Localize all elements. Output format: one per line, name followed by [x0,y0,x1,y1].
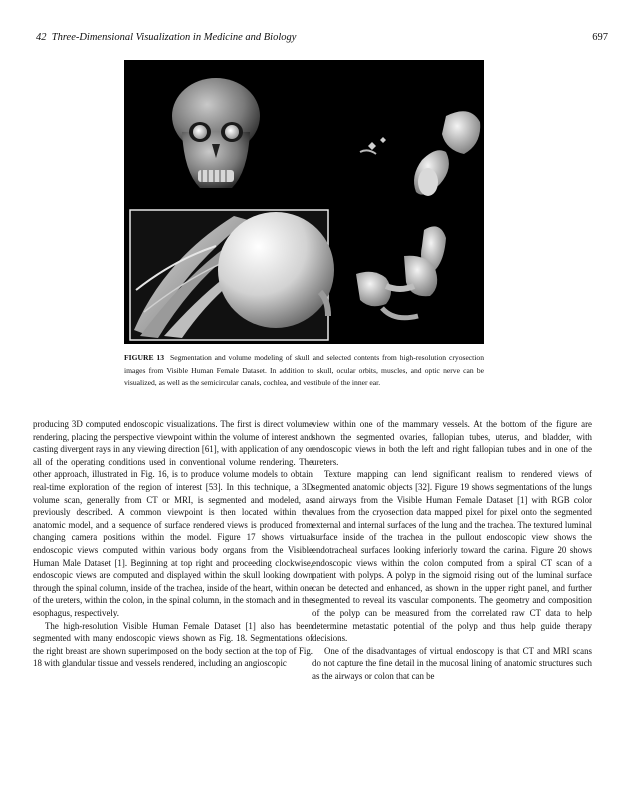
chapter-title: Three-Dimensional Visualization in Medicine and Biology [51,32,297,43]
figure-label: FIGURE 13 [124,353,165,362]
page-number-right: 697 [592,32,608,43]
eyeball-inset [130,210,334,340]
figure-caption [124,352,484,390]
paragraph: The high-resolution Visible Human Female Dataset [1] also has been segmented with many endoscopic views shown as Fig. 18. Segmentations of the right breast are shown superimposed on the body section at the top of Fig. 18 with glandular tissue and vessels rendered, including an angioscopic [33,620,313,669]
body-column-left [33,418,313,670]
paragraph: producing 3D computed endoscopic visualizations. The first is direct volume rendering, placing the perspective viewpoint within the volume of interest and casting divergent rays in any viewing direction [61], with application of any or all of the operating conditions used in conventional volume rendering. The other approach, illustrated in Fig. 16, is to produce volume models to obtain real-time exploration of the region of interest [53]. In this technique, a 3D volume scan, generally from CT or MRI, is segmented and modeled, as previously described. A common viewpoint is then located within the anatomic model, and a sequence of surface rendered views is produced from changing camera positions within the model. Figure 17 shows virtual endoscopic views computed within various body organs from the Visible Human Male Dataset [1]. Beginning at top right and proceeding clockwise, endoscopic views are computed and displayed within the skull looking down through the spinal column, inside of the trachea, inside of the heart, within one of the ureters, within the colon, in the spinal column, in the stomach and in the esophagus, respectively. [33,419,313,618]
running-head-left [36,32,296,43]
figure-caption-text: Segmentation and volume modeling of skull and selected contents from high-resolution cryosection images from Visible Human Female Dataset. In addition to skull, ocular orbits, muscles, and optic nerve can be visualized, as well as the semicircular canals, cochlea, and vestibule of the inner ear. [124,353,484,387]
running-head [36,32,608,48]
paragraph: view within one of the mammary vessels. At the bottom of the figure are shown the segmented ovaries, fallopian tubes, uterus, and bladder, with endoscopic views in both the left and right fallopian tubes and in one of the ureters. [312,419,592,467]
body-column-right [312,418,592,682]
skull-model [172,78,260,188]
page-number-left: 42 [36,32,47,43]
figure-illustration [124,60,484,344]
figure-image [124,60,484,344]
paragraph: One of the disadvantages of virtual endoscopy is that CT and MRI scans do not capture the fine detail in the mucosal lining of anatomic structures such as the airways or colon that can be [312,645,592,681]
inner-ear-model [356,111,480,318]
paragraph: Texture mapping can lend significant realism to rendered views of segmented anatomic objects [32]. Figure 19 shows segmentations of the lungs and airways from the Visible Human Female Dataset [1] with RGB color values from the cryosection data mapped pixel for pixel onto the segmented external and internal surfaces of the lung and the trachea. The textured luminal surface inside of the trachea in the pullout endoscopic view shows the endotracheal surfaces looking inferiorly toward the carina. Figure 20 shows endoscopic views within the colon computed from a spiral CT scan of a patient with polyps. A polyp in the sigmoid rising out of the luminal surface can be detected and enhanced, as shown in the upper right panel, and further segmented to reveal its vascular components. The geometry and composition of the polyp can be measured from the correlated raw CT data to help determine metastatic potential of the polyp and thus help guide therapy decisions. [312,469,592,644]
